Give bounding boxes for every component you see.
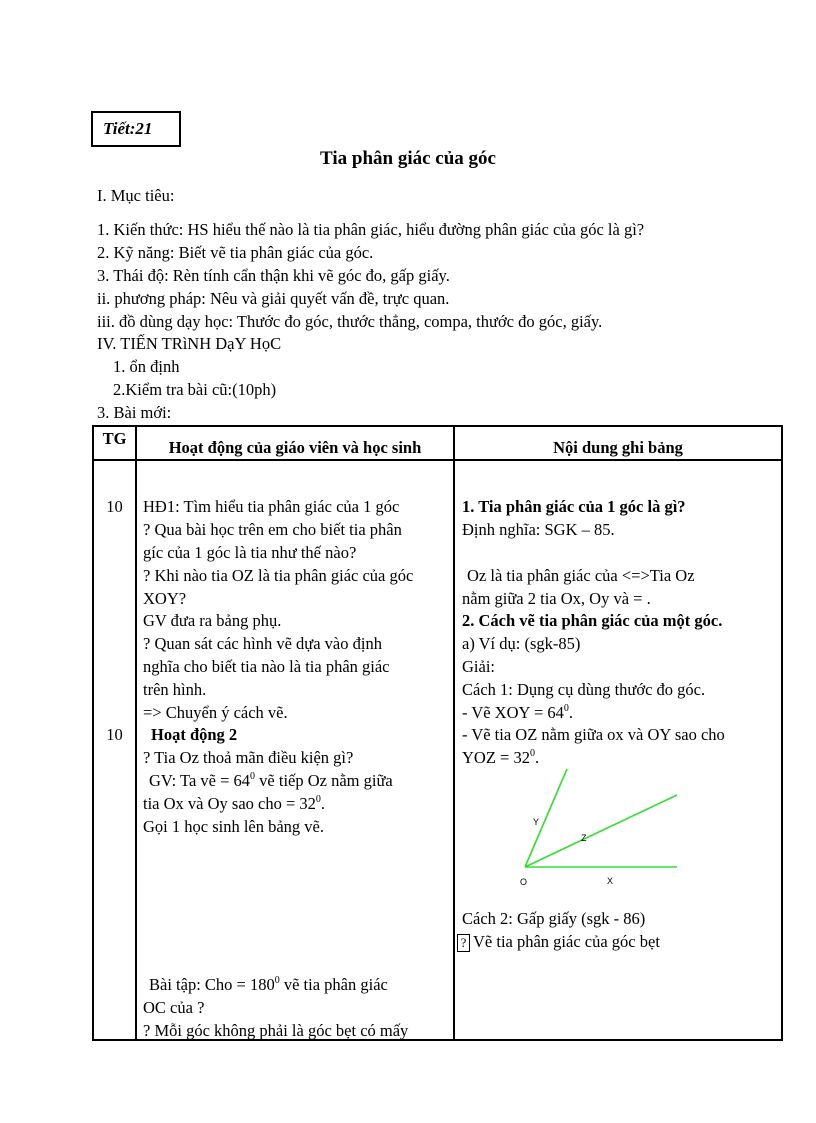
- activity-line: nghĩa cho biết tia nào là tia phân giác: [143, 657, 390, 676]
- exercise-line: ? Mỗi góc không phải là góc bẹt có mấy: [143, 1021, 409, 1040]
- activity-line: GV: Ta vẽ = $64^0$ vẽ tiếp Oz nằm giữa: [149, 771, 393, 790]
- content-line: Cách 1: Dụng cụ dùng thước đo góc.: [462, 680, 706, 699]
- content-line: Giải:: [462, 657, 495, 676]
- activity-column: [136, 460, 454, 1040]
- content-line: Oz là tia phân giác của <=>Tia Oz: [467, 566, 695, 585]
- content-line: - Vẽ XOY = $64^0$.: [462, 703, 574, 722]
- activity-heading-2: Hoạt động 2: [151, 725, 238, 744]
- step-review: 2.Kiểm tra bài cũ:(10ph): [113, 380, 277, 399]
- lesson-table: [92, 425, 783, 1041]
- lesson-title: Tia phân giác của góc: [320, 148, 496, 169]
- activity-line: ? Quan sát các hình vẽ dựa vào định: [143, 634, 382, 653]
- tg-value: 10: [106, 725, 123, 744]
- section-process: IV. TIẾN TRìNH DạY HọC: [97, 334, 282, 353]
- content-line: - Vẽ tia OZ nằm giữa ox và OY sao cho: [462, 725, 725, 744]
- activity-line: HĐ1: Tìm hiểu tia phân giác của 1 góc: [143, 497, 400, 516]
- objective-skill: 2. Kỹ năng: Biết vẽ tia phân giác của góc.: [97, 243, 374, 262]
- activity-line: ? Khi nào tia OZ là tia phân giác của góc: [143, 566, 414, 585]
- content-line: Định nghĩa: SGK – 85.: [462, 520, 615, 539]
- angle-bisector-figure: [505, 763, 745, 893]
- activity-line: ? Qua bài học trên em cho biết tia phân: [143, 520, 402, 539]
- activity-line: Gọi 1 học sinh lên bảng vẽ.: [143, 817, 325, 836]
- section-objectives: I. Mục tiêu:: [97, 186, 175, 205]
- activity-line: ? Tia Oz thoả mãn điều kiện gì?: [143, 748, 354, 767]
- label-x: X: [607, 876, 614, 886]
- content-column: [454, 460, 782, 1040]
- objective-attitude: 3. Thái độ: Rèn tính cẩn thận khi vẽ góc đo, gấp giấy.: [97, 266, 450, 285]
- content-heading-1: 1. Tia phân giác của 1 góc là gì?: [462, 497, 686, 516]
- activity-line: tia Ox và Oy sao cho = $32^0$.: [143, 794, 326, 813]
- tg-value: 10: [106, 497, 123, 516]
- header-tg: TG: [93, 426, 136, 460]
- activity-line: => Chuyển ý cách vẽ.: [143, 703, 288, 722]
- label-y: Y: [533, 817, 540, 827]
- content-line: YOZ = $32^0$.: [462, 748, 540, 767]
- label-z: Z: [581, 833, 587, 843]
- header-activity: Hoạt động của giáo viên và học sinh: [136, 426, 454, 460]
- objective-knowledge: 1. Kiến thức: HS hiểu thế nào là tia phân giác, hiểu đường phân giác của góc là gì?: [97, 220, 645, 239]
- method-line: ii. phương pháp: Nêu và giải quyết vấn đề, trực quan.: [97, 289, 450, 308]
- step-stabilize: 1. ổn định: [113, 357, 180, 376]
- content-line: ? Vẽ tia phân giác của góc bẹt: [457, 932, 660, 952]
- content-line: Cách 2: Gấp giấy (sgk - 86): [462, 909, 646, 928]
- content-line: nằm giữa 2 tia Ox, Oy và = .: [462, 589, 651, 608]
- lesson-number: Tiết:21: [103, 119, 153, 138]
- step-new-lesson: 3. Bài mới:: [97, 403, 172, 422]
- question-box: ?: [457, 934, 470, 952]
- activity-line: gíc của 1 góc là tia như thế nào?: [143, 543, 357, 562]
- label-o: O: [520, 877, 528, 887]
- activity-line: GV đưa ra bảng phụ.: [143, 611, 282, 630]
- content-line: a) Ví dụ: (sgk-85): [462, 634, 581, 653]
- header-content: Nội dung ghi bảng: [454, 426, 782, 460]
- exercise-line: Bài tập: Cho = $180^0$ vẽ tia phân giác: [149, 975, 388, 994]
- materials-line: iii. đồ dùng dạy học: Thước đo góc, thước thẳng, compa, thước đo góc, giấy.: [97, 312, 603, 331]
- ray-oy: [525, 769, 567, 867]
- ray-oz: [525, 795, 677, 867]
- content-heading-2: 2. Cách vẽ tia phân giác của một góc.: [462, 611, 723, 630]
- tg-column: [93, 460, 136, 1040]
- activity-line: XOY?: [143, 589, 187, 608]
- exercise-line: OC của ?: [143, 998, 205, 1017]
- activity-line: trên hình.: [143, 680, 207, 699]
- lesson-number-box: [91, 111, 181, 147]
